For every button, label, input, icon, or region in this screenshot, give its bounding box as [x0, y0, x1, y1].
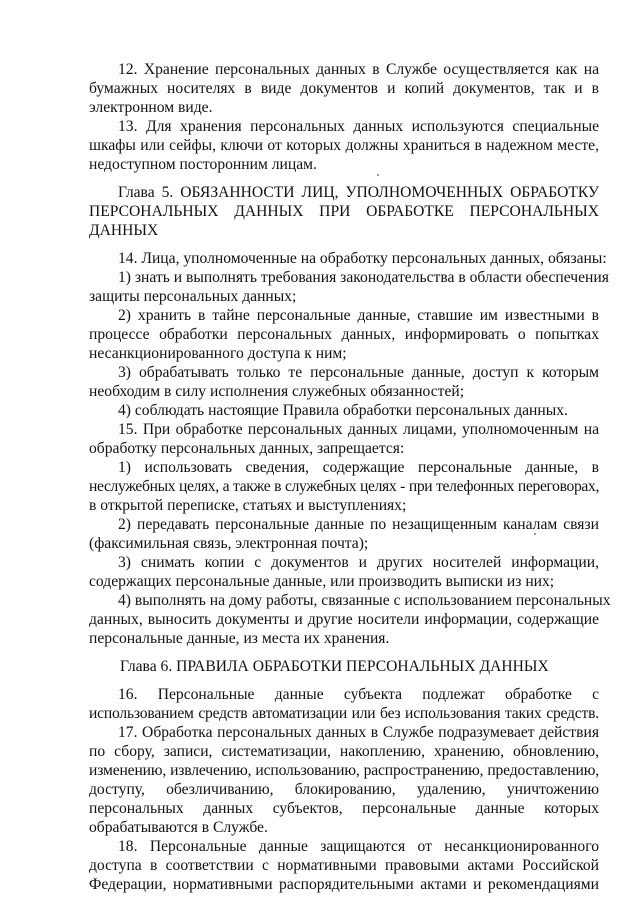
text-line: бумажных носителях в виде документов и копий документов, так и в — [89, 80, 599, 97]
text-line: 2) передавать персональные данные по незащищенным каналам связи — [118, 516, 599, 533]
text-line: защиты персональных данных; — [89, 288, 297, 305]
text-line: несанкционированного доступа к ним; — [89, 345, 347, 362]
text-line: неслужебных целях, а также в служебных целях - при телефонных переговорах, — [89, 478, 599, 495]
text-line: по сбору, записи, систематизации, накоплению, хранению, обновлению, — [89, 743, 599, 760]
text-line: 15. При обработке персональных данных лицами, уполномоченным на — [118, 421, 599, 438]
text-line: содержащих персональные данные, или производить выписки из них; — [89, 573, 555, 590]
text-line: 1) использовать сведения, содержащие персональные данные, в — [118, 459, 599, 476]
text-line: 13. Для хранения персональных данных используются специальные — [118, 118, 599, 135]
text-line: 4) соблюдать настоящие Правила обработки персональных данных. — [118, 402, 568, 419]
text-line: недоступном посторонним лицам. — [89, 156, 317, 173]
scan-speck — [534, 533, 536, 535]
text-line: изменению, извлечению, использованию, распространению, предоставлению, — [89, 762, 599, 779]
text-line: 4) выполнять на дому работы, связанные с использованием персональных — [118, 592, 611, 609]
text-line: персональные данные, из места их хранения. — [89, 630, 390, 647]
text-line: необходим в силу исполнения служебных обязанностей; — [89, 383, 465, 400]
text-line: доступу, обезличиванию, блокированию, удалению, уничтожению — [89, 781, 599, 798]
text-line: в открытой переписке, статьях и выступлениях; — [89, 497, 407, 514]
text-line: 16. Персональные данные субъекта подлежат обработке с — [118, 686, 599, 703]
chapter-heading: ДАННЫХ — [89, 222, 159, 239]
text-line: обрабатываются в Службе. — [89, 819, 268, 836]
text-line: 18. Персональные данные защищаются от несанкционированного — [118, 838, 599, 855]
chapter-heading: Глава 5. ОБЯЗАННОСТИ ЛИЦ, УПОЛНОМОЧЕННЫХ ОБРАБОТКУ — [118, 184, 599, 201]
chapter-heading: ПЕРСОНАЛЬНЫХ ДАННЫХ ПРИ ОБРАБОТКЕ ПЕРСОНАЛЬНЫХ — [89, 203, 599, 220]
text-line: 3) снимать копии с документов и других носителей информации, — [118, 554, 599, 571]
text-line: электронном виде. — [89, 99, 213, 116]
text-line: доступа в соответствии с нормативными правовыми актами Российской — [89, 857, 599, 874]
text-line: 14. Лица, уполномоченные на обработку персональных данных, обязаны: — [118, 250, 607, 267]
text-line: (факсимильная связь, электронная почта); — [89, 535, 369, 552]
text-line: 17. Обработка персональных данных в Службе подразумевает действия — [118, 724, 599, 741]
text-line: 12. Хранение персональных данных в Службе осуществляется как на — [118, 61, 599, 78]
text-line: использованием средств автоматизации или без использования таких средств. — [89, 705, 599, 722]
text-line: Федерации, нормативными распорядительными актами и рекомендациями — [89, 876, 599, 893]
text-line: шкафы или сейфы, ключи от которых должны храниться в надежном месте, — [89, 137, 599, 154]
text-line: 1) знать и выполнять требования законодательства в области обеспечения — [118, 269, 609, 286]
text-line: 3) обрабатывать только те персональные данные, доступ к которым — [118, 364, 599, 381]
text-line: персональных данных субъектов, персональные данные которых — [89, 800, 599, 817]
text-line: обработку персональных данных, запрещается: — [89, 440, 405, 457]
scan-speck — [377, 174, 379, 176]
text-line: данных, выносить документы и другие носители информации, содержащие — [89, 611, 599, 628]
text-line: 2) хранить в тайне персональные данные, ставшие им известными в — [118, 307, 599, 324]
chapter-heading: Глава 6. ПРАВИЛА ОБРАБОТКИ ПЕРСОНАЛЬНЫХ ДАННЫХ — [120, 658, 549, 675]
text-line: процессе обработки персональных данных, информировать о попытках — [89, 326, 599, 343]
